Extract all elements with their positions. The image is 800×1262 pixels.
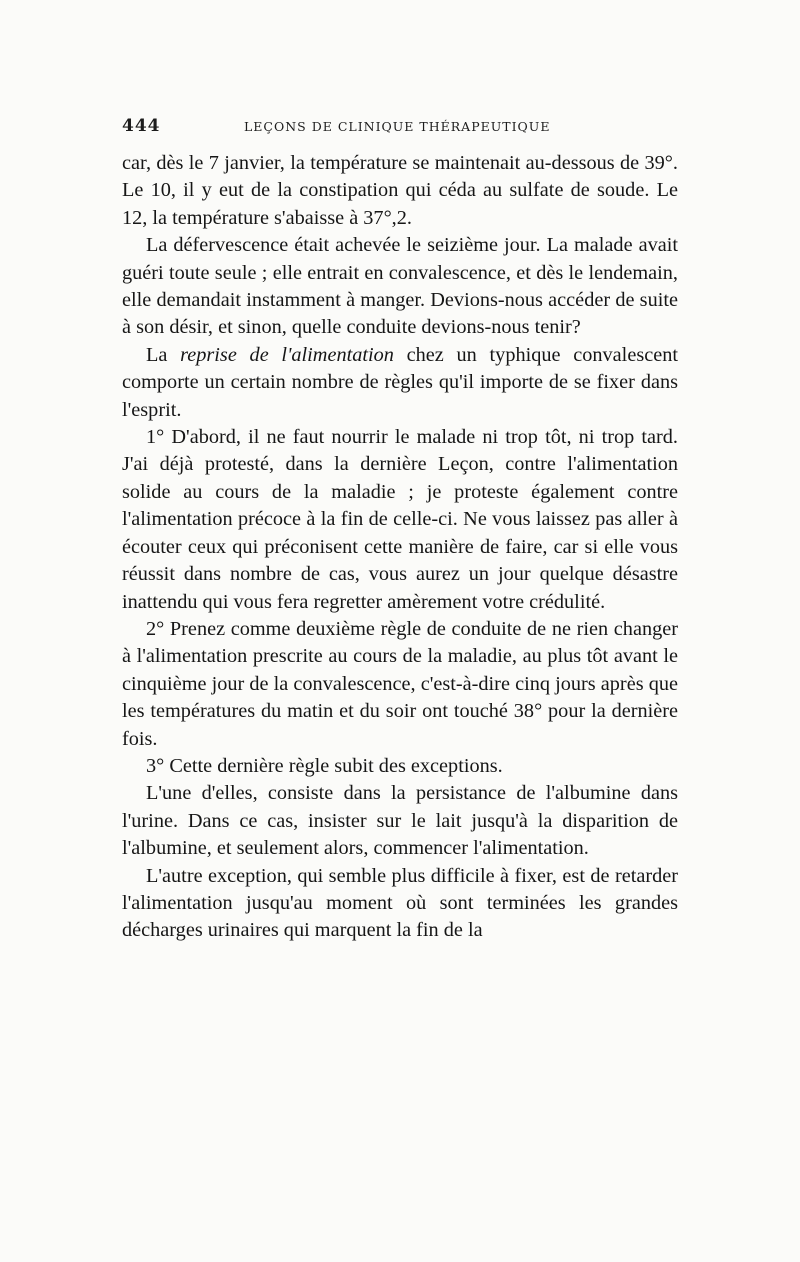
paragraph: L'autre exception, qui semble plus difficile à fixer, est de retarder l'alimentation jusqu'au moment où sont terminées les grandes décharges urinaires qui marquent la fin de la	[122, 864, 678, 942]
body-text	[122, 150, 678, 945]
paragraph: La défervescence était achevée le seizième jour. La malade avait guéri toute seule ; elle entrait en convalescence, et dès le lendemain, elle demandait instamment à manger. Devions-nous accéder de suite à son désir, et sinon, quelle conduite devions-nous tenir?	[122, 234, 678, 339]
italic-phrase: reprise de l'alimentation	[180, 343, 394, 366]
paragraph-text: chez un typhique convalescent comporte un certain nombre de règles qu'il importe de se fixer dans l'esprit.	[122, 343, 678, 421]
paragraph: 3° Cette dernière règle subit des exceptions.	[146, 754, 503, 777]
paragraph: car, dès le 7 janvier, la température se maintenait au-dessous de 39°. Le 10, il y eut de la constipation qui céda au sulfate de soude. Le 12, la température s'abaisse à 37°,2.	[122, 152, 678, 229]
paragraph: 1° D'abord, il ne faut nourrir le malade ni trop tôt, ni trop tard. J'ai déjà protesté, dans la dernière Leçon, contre l'alimentation solide au cours de la maladie ; je proteste également contre l'alimentation précoce à la fin de celle-ci. Ne vous laissez pas aller à écouter ceux qui préconisent cette manière de faire, car si elle vous réussit dans nombre de cas, vous aurez un jour quelque désastre inattendu qui vous fera regretter amèrement votre crédulité.	[122, 426, 678, 613]
running-title: LEÇONS DE CLINIQUE THÉRAPEUTIQUE	[244, 119, 551, 134]
paragraph-text: La	[146, 343, 181, 366]
paragraph	[122, 342, 678, 424]
paragraph: 2° Prenez comme deuxième règle de conduite de ne rien changer à l'alimentation prescrite au cours de la maladie, au plus tôt avant le cinquième jour de la convalescence, c'est-à-dire cinq jours après que les températures du matin et du soir ont touché 38° pour la dernière fois.	[122, 617, 678, 750]
paragraph: L'une d'elles, consiste dans la persistance de l'albumine dans l'urine. Dans ce cas, insister sur le lait jusqu'à la disparition de l'albumine, et seulement alors, commencer l'alimentation.	[122, 782, 678, 860]
page-header	[122, 116, 682, 138]
page-number: 444	[122, 116, 161, 136]
